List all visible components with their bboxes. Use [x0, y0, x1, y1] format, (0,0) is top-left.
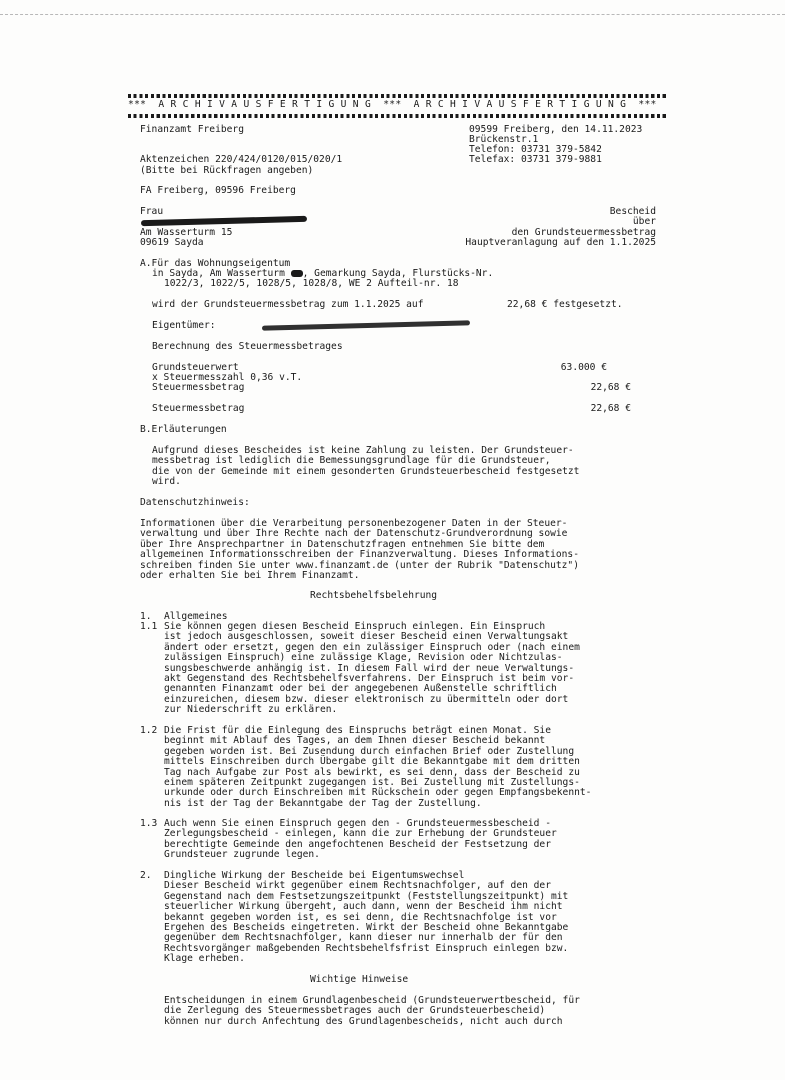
assessment-amount: 22,68 € festgesetzt. [507, 299, 623, 310]
notes-heading: Wichtige Hinweise [310, 974, 409, 985]
file-note: (Bitte bei Rückfragen angeben) [140, 165, 314, 176]
place-date: 09599 Freiberg, den 14.11.2023 [469, 124, 643, 135]
item-1-1-number: 1.1 [140, 621, 158, 632]
recipient-salutation: Frau [140, 206, 164, 217]
item-1-3-text: Auch wenn Sie einen Einspruch gegen den - Grundsteuermessbescheid - Zerlegungsbescheid - einlegen, kann die zur Erhebung der Grundsteuer berechtigte Gemeinde den angefochtenen Bescheid der Festsetzung der Grundsteuer zugrunde legen. [164, 818, 557, 861]
calc-value: 63.000 € [560, 362, 607, 373]
asterisk-rule-top [128, 94, 668, 98]
section-b-heading: B.Erläuterungen [140, 424, 227, 435]
item-1-title: Allgemeines [164, 611, 228, 622]
calc-rate-label: x Steuermesszahl 0,36 v.T. [152, 372, 303, 383]
item-2-number: 2. [140, 870, 152, 881]
parcel-numbers: 1022/3, 1022/5, 1028/5, 1028/8, WE 2 Aufteil-nr. 18 [164, 278, 459, 289]
owner-label: Eigentümer: [152, 320, 216, 331]
sender-line: FA Freiberg, 09596 Freiberg [140, 185, 296, 196]
calc-subtotal-value: 22,68 € [590, 382, 631, 393]
item-1-2-number: 1.2 [140, 725, 158, 736]
recipient-city: 09619 Sayda [140, 237, 204, 248]
authority-fax: Telefax: 03731 379-9881 [469, 154, 602, 165]
item-1-2-text: Die Frist für die Einlegung des Einspruchs beträgt einen Monat. Sie beginnt mit Ablauf des Tages, an dem Ihnen dieser Bescheid bekannt gegeben worden ist. Bei Zusendung durch einfachen Brief oder Zustellung mittels Einschreiben durch Übergabe gilt die Bekanntgabe mit dem dritten Tag nach Aufgabe zur Post als bewirkt, es sei denn, dass der Bescheid zu einem späteren Zeitpunkt zugegangen ist. Bei Zustellung mit Zustellungs- urkunde oder durch Einschreiben mit Rückschein oder gegen Empfangsbekennt- nis ist der Tag der Bekanntgabe der Tag der Zustellung. [164, 725, 592, 809]
calc-total-label: Steuermessbetrag [152, 403, 245, 414]
subject-line-3: den Grundsteuermessbetrag [511, 227, 656, 238]
asterisk-rule-bottom [128, 114, 668, 118]
appeal-heading: Rechtsbehelfsbelehrung [310, 590, 438, 601]
item-2-text: Dingliche Wirkung der Bescheide bei Eigentumswechsel Dieser Bescheid wirkt gegenüber einem Rechtsnachfolger, auf den der Gegenstand nach dem Festsetzungszeitpunkt (Feststellungszeitpunkt) mit steuerlicher Wirkung übergeht, auch dann, wenn der Bescheid ihm nicht bekannt gegeben worden ist, es sei denn, die Rechtsnachfolge ist vor Ergehen des Bescheids eingetreten. Wirkt der Bescheid ohne Bekanntgabe gegenüber dem Rechtsnachfolger, kann dieser nur innerhalb der für den Rechtsvorgänger maßgebenden Rechtsbehelfsfrist Einspruch einlegen bzw. Klage erheben. [164, 870, 569, 965]
calc-total-value: 22,68 € [590, 403, 631, 414]
subject-line-1: Bescheid [609, 206, 656, 217]
privacy-text: Informationen über die Verarbeitung personenbezogener Daten in der Steuer- verwaltung und über Ihre Rechte nach der Datenschutz-Grundverordnung sowie über Ihre Ansprechpartner in Datenschutzfragen entnehmen Sie bitte dem allgemeinen Informationsschreiben der Finanzverwaltung. Dieses Informations- schreiben finden Sie unter www.finanzamt.de (unter der Rubrik "Datenschutz") oder erhalten Sie bei Ihrem Finanzamt. [140, 518, 579, 582]
privacy-heading: Datenschutzhinweis: [140, 497, 250, 508]
redaction-owner-name [262, 320, 470, 330]
redaction-recipient-name [141, 216, 307, 226]
item-1-1-text: Sie können gegen diesen Bescheid Einspruch einlegen. Ein Einspruch ist jedoch ausgeschlossen, soweit dieser Bescheid einen Verwaltungsakt ändert oder ersetzt, gegen den ein zulässiger Einspruch oder (nach einem zulässigen Einspruch) eine zulässige Klage, Revision oder Nichtzulas- sungsbeschwerde anhängig ist. In diesem Fall wird der neue Verwaltungs- akt Gegenstand des Rechtsbehelfsverfahrens. Der Einspruch ist beim vor- genannten Finanzamt oder bei der angegebenen Außenstelle schriftlich einzureichen, diesem bzw. dieser elektronisch zu übermitteln oder dort zur Niederschrift zu erklären. [164, 621, 580, 716]
property-location-end: , Gemarkung Sayda, Flurstücks-Nr. [302, 268, 494, 279]
archive-banner: *** A R C H I V A U S F E R T I G U N G *** A R C H I V A U S F E R T I G U N G *** [128, 99, 657, 110]
notes-text: Entscheidungen in einem Grundlagenbescheid (Grundsteuerwertbescheid, für die Zerlegung des Steuermessbetrages auch der Grundsteuerbescheid) können nur durch Anfechtung des Grundlagenbescheids, nicht auch durch [164, 995, 580, 1027]
scan-edge-line [0, 14, 785, 15]
subject-line-4: Hauptveranlagung auf den 1.1.2025 [465, 237, 656, 248]
assessment-sentence: wird der Grundsteuermessbetrag zum 1.1.2025 auf [152, 299, 424, 310]
file-number: Aktenzeichen 220/424/0120/015/020/1 [140, 154, 343, 165]
explanation-text: Aufgrund dieses Bescheides ist keine Zahlung zu leisten. Der Grundsteuer- messbetrag ist lediglich die Bemessungsgrundlage für die Grundsteuer, die von der Gemeinde mit einem gesonderten Grundsteuerbescheid festgesetzt wird. [152, 445, 580, 488]
redaction-house-number [291, 270, 303, 277]
authority-phone: Telefon: 03731 379-5842 [469, 144, 602, 155]
section-a-heading: A.Für das Wohnungseigentum [140, 258, 291, 269]
subject-line-2: über [632, 216, 656, 227]
calculation-heading: Berechnung des Steuermessbetrages [152, 341, 343, 352]
recipient-street: Am Wasserturm 15 [140, 227, 233, 238]
property-location-start: in Sayda, Am Wasserturm [152, 268, 291, 279]
item-1-3-number: 1.3 [140, 818, 158, 829]
calc-subtotal-label: Steuermessbetrag [152, 382, 245, 393]
authority-street: Brückenstr.1 [469, 134, 539, 145]
item-1-number: 1. [140, 611, 152, 622]
authority-name: Finanzamt Freiberg [140, 124, 244, 135]
calc-value-label: Grundsteuerwert [152, 362, 239, 373]
